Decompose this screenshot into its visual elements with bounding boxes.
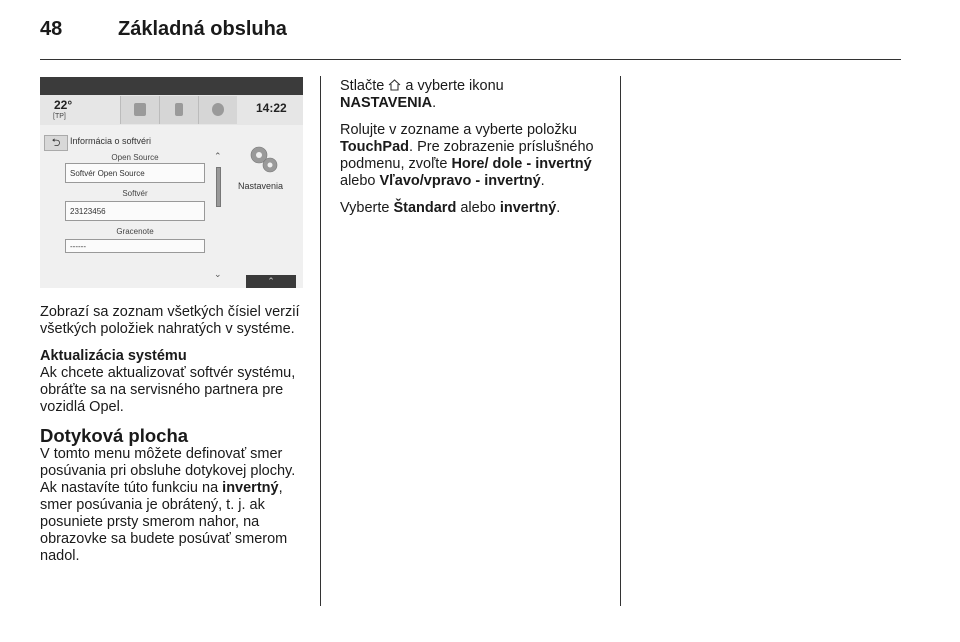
column-divider	[620, 76, 621, 606]
music-tab[interactable]	[120, 96, 159, 124]
paragraph: Zobrazí sa zoznam všetkých čísiel verzií všetkých položiek nahratých v systéme.	[40, 304, 300, 337]
list-title: Informácia o softvéri	[70, 136, 152, 146]
page-header	[40, 18, 900, 48]
clock: 14:22	[256, 101, 287, 115]
scrollbar[interactable]	[214, 151, 222, 279]
up-button[interactable]: ⌃	[246, 275, 296, 288]
section-label: Open Source	[111, 153, 159, 162]
section-heading: Dotyková plocha	[40, 425, 189, 446]
list-item[interactable]: 23123456	[65, 201, 205, 221]
settings-gears-icon[interactable]	[247, 143, 281, 177]
column-middle	[340, 78, 615, 217]
info-tab[interactable]	[198, 96, 237, 124]
settings-label[interactable]: Nastavenia	[238, 181, 284, 191]
column-divider	[320, 76, 321, 606]
info-icon	[212, 103, 224, 116]
scroll-up-icon[interactable]: ⌃	[214, 151, 222, 161]
infotainment-screenshot	[40, 77, 303, 288]
temperature-readout: 22°	[54, 98, 73, 112]
column-left	[40, 304, 310, 565]
paragraph: Ak chcete aktualizovať softvér systému, obráťte sa na servisného partnera pre vozidlá Opel.	[40, 365, 296, 415]
software-info-panel	[40, 125, 303, 288]
phone-tab[interactable]	[159, 96, 198, 124]
music-icon	[134, 103, 146, 116]
scroll-down-icon[interactable]: ⌄	[214, 269, 222, 279]
subheading: Aktualizácia systému	[40, 348, 187, 364]
back-button[interactable]: ⮌	[44, 135, 68, 151]
header-rule	[40, 59, 901, 60]
paragraph: Stlačte a vyberte ikonu NASTAVENIA.	[340, 78, 504, 111]
section-label: Softvér	[122, 189, 148, 198]
home-icon	[388, 79, 401, 91]
section-label: Gracenote	[116, 227, 154, 236]
scroll-thumb[interactable]	[216, 167, 221, 207]
page-title: Základná obsluha	[118, 18, 287, 40]
temperature-sub: [TP]	[53, 113, 66, 120]
list-item[interactable]: ------	[65, 239, 205, 253]
paragraph: V tomto menu môžete definovať smer posúvania pri obsluhe dotykovej plochy. Ak nastavíte túto funkciu na invertný, smer posúvania je obrátený, t. j. ak posuniete prsty smerom nahor, na obrazovke sa budete posúvať smerom nadol.	[40, 446, 296, 564]
phone-icon	[175, 103, 183, 116]
list-item[interactable]: Softvér Open Source	[65, 163, 205, 183]
paragraph: Rolujte v zozname a vyberte položku TouchPad. Pre zobrazenie príslušného podmenu, zvoľte Hore/ dole - invertný alebo Vľavo/vpravo - invertný.	[340, 122, 594, 189]
paragraph: Vyberte Štandard alebo invertný.	[340, 200, 561, 216]
page-number: 48	[40, 18, 63, 40]
